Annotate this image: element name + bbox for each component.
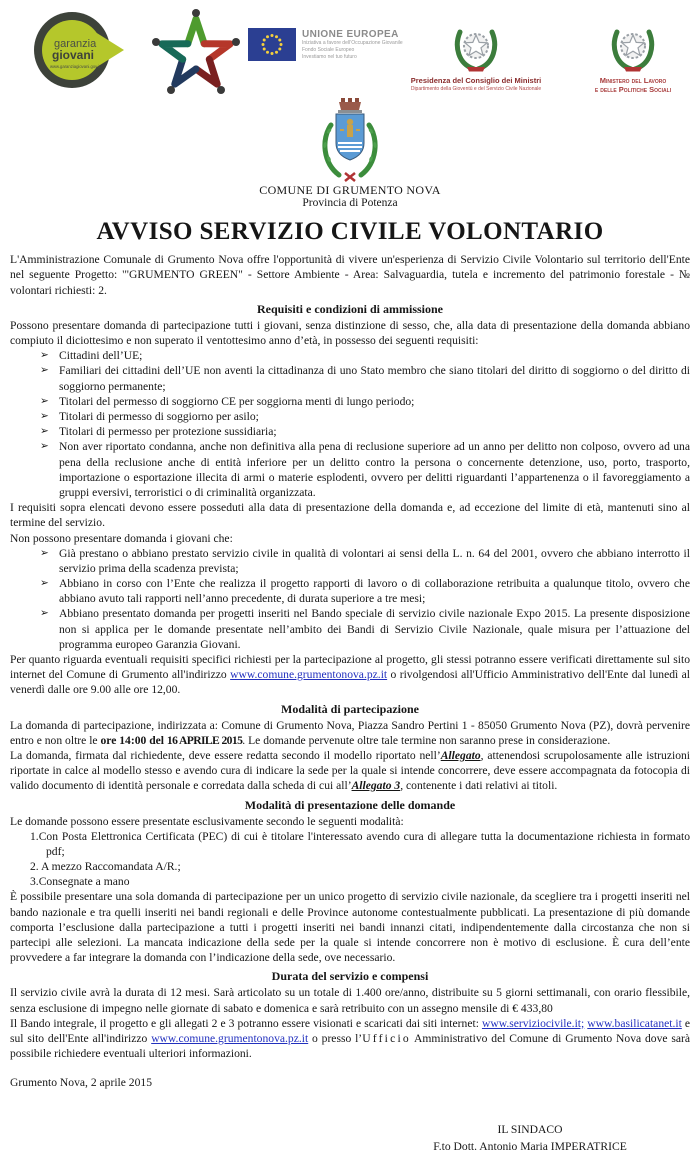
presidenza-emblem-icon: [450, 26, 502, 72]
bullet-text: Familiari dei cittadini dell’UE non aventi la cittadinanza di uno Stato membro che siano titolari del diritto di soggiorno o del diritto di soggiorno permanente;: [59, 363, 690, 393]
presidenza-subcaption: Dipartimento della Gioventù e del Servizio Civile Nazionale: [393, 86, 559, 92]
grumento-coat-of-arms: [10, 97, 690, 183]
ministero-emblem-icon: [607, 26, 659, 72]
durata-paragraph-1: Il servizio civile avrà la durata di 12 mesi. Sarà articolato su un totale di 1.400 ore/anno, distribuite su 5 giorni settimanali, con orario flessibile, senza esclusione di impegno nelle giornate di sabato e domenica e sarà retribuito con un assegno mensile di € 433,80: [10, 985, 690, 1015]
paragraph-text: Il Bando integrale, il progetto e gli allegati 2 e 3 potranno essere visionati e scaricati dai siti internet:: [10, 1017, 482, 1030]
garanzia-word1: garanzia: [54, 38, 97, 50]
eu-flag-icon: [248, 28, 296, 61]
paragraph-text: Per quanto riguarda eventuali requisiti specifici richiesti per la partecipazione al progetto, gli stessi potranno essere verificati direttamente sul sito internet del Comune di Grumento all'indirizzo: [10, 653, 690, 681]
ministero-caption-line2: e delle Politiche Sociali: [562, 86, 700, 95]
ministero-emblem-block: [562, 26, 700, 94]
arrow-bullet-icon: ➢: [40, 394, 59, 409]
bullet-item: [40, 424, 690, 439]
eu-subtitle-2: Fondo Sociale Europeo: [302, 47, 403, 54]
arrow-bullet-icon: ➢: [40, 363, 59, 393]
numbered-item-2: 2. A mezzo Raccomandata A/R.;: [46, 859, 690, 874]
bullet-item: [40, 409, 690, 424]
bullet-text: Abbiano in corso con l’Ente che realizza il progetto rapporti di lavoro o di collaborazione retribuita a qualunque titolo, ovvero che abbiano avuto tali rapporti nell’anno precedente, di durata superiore a tre mesi;: [59, 576, 690, 606]
garanzia-url: www.garanziagiovani.gov.it: [50, 64, 101, 69]
bullet-text: Già prestano o abbiano prestato servizio civile in qualità di volontari ai sensi della L. n. 64 del 2001, ovvero che abbiano interrotto il servizio prima della scadenza prevista;: [59, 546, 690, 576]
eu-subtitle-3: Investiamo nel tuo futuro: [302, 54, 403, 61]
bullet-text: Non aver riportato condanna, anche non definitiva alla pena di reclusione superiore ad un anno per delitto non colposo, ovvero ad una pena della reclusione anche di entità inferiore per un delitto contro la persona o concernente detenzione, uso, porto, trasporto, importazione o esportazione illecita di armi o materie esplodenti, ovvero per delitti riguardanti l’appartenenza o il favoreggiamento a gruppi eversivi, terroristici o di criminalità organizzata.: [59, 439, 690, 500]
provincia-name: Provincia di Potenza: [10, 197, 690, 211]
eu-subtitle-1: Iniziativa a favore dell’Occupazione Giovanile: [302, 40, 403, 47]
bullet-text: Abbiano presentato domanda per progetti inseriti nel Bando speciale di servizio civile nazionale Expo 2015. La presente disposizione non si applica per le domande presentate nell’ambito dei Bandi di Servizio Civile Nazionale, quale misura per l’attuazione del programma europeo Garanzia Giovani.: [59, 606, 690, 652]
bullet-item: [40, 363, 690, 393]
link-comune-website-2[interactable]: www.comune.grumentonova.pz.it: [151, 1032, 308, 1045]
ministero-caption-line1: Ministero del Lavoro: [562, 77, 700, 86]
paragraph-text: . Le domande pervenute oltre tale termine non saranno prese in considerazione.: [242, 734, 610, 747]
deadline-date: 16 APRILE 2015: [167, 734, 242, 747]
bullet-item: [40, 546, 690, 576]
allegato3-reference: Allegato 3: [352, 779, 401, 792]
link-comune-website[interactable]: www.comune.grumentonova.pz.it: [230, 668, 387, 681]
document-body: [10, 252, 690, 1155]
signature-role: IL SINDACO: [400, 1121, 660, 1138]
header-logo-strip: [10, 0, 690, 97]
partecipazione-paragraph-1: [10, 718, 690, 748]
bullet-item: [40, 439, 690, 500]
paragraph-text-spaced: Ufficio: [362, 1032, 411, 1045]
paragraph-text: , contenente i dati relativi ai titoli.: [400, 779, 557, 792]
bullet-text: Cittadini dell’UE;: [59, 348, 690, 363]
allegato-reference: Allegato: [441, 749, 481, 762]
arrow-bullet-icon: ➢: [40, 606, 59, 652]
section-heading-presentazione: Modalità di presentazione delle domande: [10, 798, 690, 813]
intro-paragraph: L'Amministrazione Comunale di Grumento Nova offre l'opportunità di vivere un'esperienza di Servizio Civile Volontario sul territorio dell'Ente nel seguente Progetto: '"GRUMENTO GREEN" - Settore Ambiente - Area: Salvaguardia, tutela e incremento del patrimonio forestale - № volontari richiesti: 2.: [10, 252, 690, 298]
signature-name: F.to Dott. Antonio Maria IMPERATRICE: [400, 1138, 660, 1155]
section-heading-requisiti: Requisiti e condizioni di ammissione: [10, 302, 690, 317]
requisiti-paragraph-3: Non possono presentare domanda i giovani che:: [10, 531, 690, 546]
arrow-bullet-icon: ➢: [40, 546, 59, 576]
arrow-bullet-icon: ➢: [40, 424, 59, 439]
arrow-bullet-icon: ➢: [40, 576, 59, 606]
presidenza-emblem-block: [393, 26, 559, 92]
arrow-bullet-icon: ➢: [40, 348, 59, 363]
link-serviziocivile[interactable]: www.serviziocivile.it;: [482, 1017, 584, 1030]
eu-name: UNIONE EUROPEA: [302, 29, 403, 40]
dateline: Grumento Nova, 2 aprile 2015: [10, 1075, 690, 1090]
eu-logo-block: [248, 28, 403, 61]
arrow-bullet-icon: ➢: [40, 409, 59, 424]
paragraph-text: e sul sito dell'Ente all'indirizzo: [10, 1017, 690, 1045]
garanzia-giovani-logo: [28, 8, 132, 92]
paragraph-text: , attenendosi scrupolosamente alle istruzioni riportate in calce al modello stesso e avendo cura di indicare la sede per la quale si intende concorrere, deve essere accompagnata da fotocopia di valido documento di identità personale e corredata dalla scheda di cui all’: [10, 749, 690, 792]
section-heading-partecipazione: Modalità di partecipazione: [10, 702, 690, 717]
paragraph-text: o rivolgendosi all'Ufficio Amministrativo dell'Ente dal lunedì al venerdì dalle ore 9.00 alle ore 12,00.: [10, 668, 690, 696]
link-basilicatanet[interactable]: www.basilicatanet.it: [587, 1017, 682, 1030]
page-title: AVVISO SERVIZIO CIVILE VOLONTARIO: [10, 218, 690, 246]
bullet-item: [40, 394, 690, 409]
deadline-time: ore 14:00 del: [100, 734, 166, 747]
bullet-item: [40, 576, 690, 606]
presidenza-caption: Presidenza del Consiglio dei Ministri: [393, 77, 559, 86]
bullet-text: Titolari del permesso di soggiorno CE per soggiorna menti di lungo periodo;: [59, 394, 690, 409]
requisiti-paragraph-1: Possono presentare domanda di partecipazione tutti i giovani, senza distinzione di sesso, che, alla data di presentazione della domanda abbiano compiuto il diciottesimo e non superato il ventottesimo anno d’età, in possesso dei seguenti requisiti:: [10, 318, 690, 348]
bullet-item: [40, 348, 690, 363]
bullet-item: [40, 606, 690, 652]
paragraph-text: Amministrativo del Comune di Grumento Nova dove sarà possibile richiedere eventuali ulteriori informazioni.: [10, 1032, 690, 1060]
partecipazione-paragraph-2: [10, 748, 690, 794]
paragraph-text: La domanda, firmata dal richiedente, deve essere redatta secondo il modello riportato nell’: [10, 749, 441, 762]
bullet-text: Titolari di permesso di soggiorno per asilo;: [59, 409, 690, 424]
section-heading-durata: Durata del servizio e compensi: [10, 969, 690, 984]
durata-paragraph-2: [10, 1016, 690, 1062]
requisiti-paragraph-2: I requisiti sopra elencati devono essere posseduti alla data di presentazione della domanda e, ad eccezione del limite di età, mantenuti sino al termine del servizio.: [10, 500, 690, 530]
bullet-text: Titolari di permesso per protezione sussidiaria;: [59, 424, 690, 439]
presentazione-paragraph-1: Le domande possono essere presentate esclusivamente secondo le seguenti modalità:: [10, 814, 690, 829]
paragraph-text: La domanda di partecipazione, indirizzata a: Comune di Grumento Nova, Piazza Sandro Pertini 1 - 85050 Grumento Nova (PZ), dovrà pervenire entro e non oltre le: [10, 719, 690, 747]
requisiti-paragraph-4: [10, 652, 690, 698]
paragraph-text: o presso l’: [308, 1032, 362, 1045]
numbered-item-1: 1.Con Posta Elettronica Certificata (PEC) di cui è titolare l'interessato avendo cura di allegare tutta la documentazione richiesta in formato pdf;: [46, 829, 690, 859]
comune-name: COMUNE DI GRUMENTO NOVA: [10, 183, 690, 197]
presentazione-paragraph-2: È possibile presentare una sola domanda di partecipazione per un unico progetto di servizio civile nazionale, da scegliere tra i progetti inseriti nel bando nazionale e tra quelli inseriti nei bandi regionali e delle Province autonome contestualmente pubblicati. La presentazione di più domande comporta l’esclusione dalla partecipazione a tutti i progetti inseriti nei bandi innanzi citati, indipendentemente dalla circostanza che non si partecipi alle selezioni. La mancata indicazione della sede per la quale si intende concorrere non è motivo di esclusione. È cura dell’ente provvedere a far integrare la domanda con l’indicazione della sede, ove necessario.: [10, 889, 690, 965]
servizio-civile-star-logo: [150, 6, 242, 98]
arrow-bullet-icon: ➢: [40, 439, 59, 500]
garanzia-word2: giovani: [52, 48, 94, 62]
numbered-item-3: 3.Consegnate a mano: [46, 874, 690, 889]
